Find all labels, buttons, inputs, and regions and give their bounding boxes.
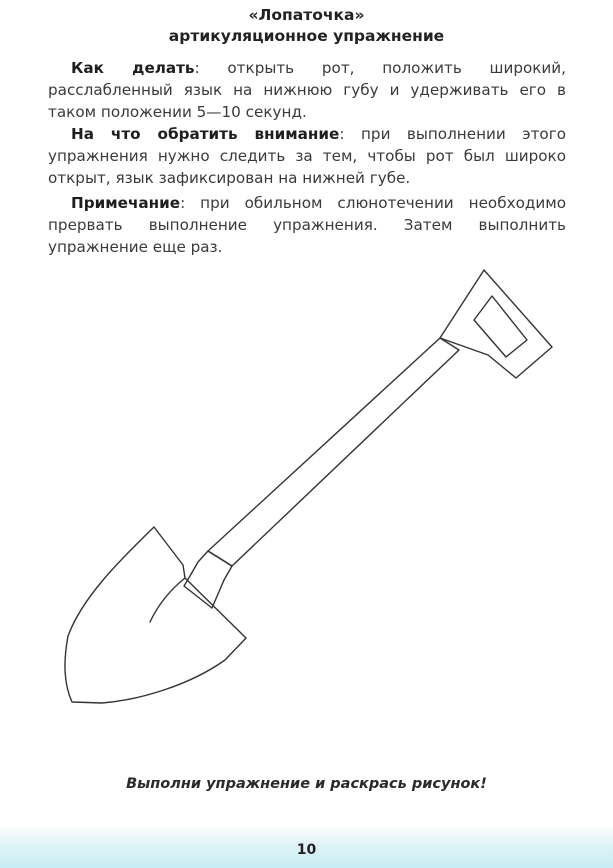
note-text: : при обильном слюнотечении необходимо прервать выполнение упражнения. Затем выполнить упражнение еще раз.: [48, 194, 566, 256]
how-to-text: : открыть рот, положить широкий, расслабленный язык на нижнюю губу и удерживать его в таком положении 5—10 секунд.: [48, 59, 566, 121]
shovel-blade: [65, 527, 246, 703]
shovel-grip-hole: [474, 296, 527, 357]
how-to-paragraph: [48, 57, 566, 123]
shovel-grip: [440, 270, 552, 378]
note-paragraph: [48, 192, 566, 258]
how-to-label: Как делать: [71, 59, 195, 77]
attention-label: На что обратить внимание: [71, 125, 340, 143]
shovel-blade-seam: [150, 578, 185, 622]
attention-paragraph: [48, 123, 566, 189]
note-label: Примечание: [71, 194, 181, 212]
shovel-ferrule: [184, 551, 232, 608]
shovel-outline-icon: [0, 255, 613, 755]
page-subtitle: артикуляционное упражнение: [168, 27, 445, 45]
attention-text: : при выполнении этого упражнения нужно следить за тем, чтобы рот был широко открыт, язык зафиксирован на нижней губе.: [48, 125, 566, 187]
page-title: «Лопаточка»: [248, 6, 365, 24]
page-number: 10: [296, 842, 317, 858]
shovel-shaft: [208, 338, 459, 566]
instruction-text: Выполни упражнение и раскрась рисунок!: [126, 776, 487, 792]
